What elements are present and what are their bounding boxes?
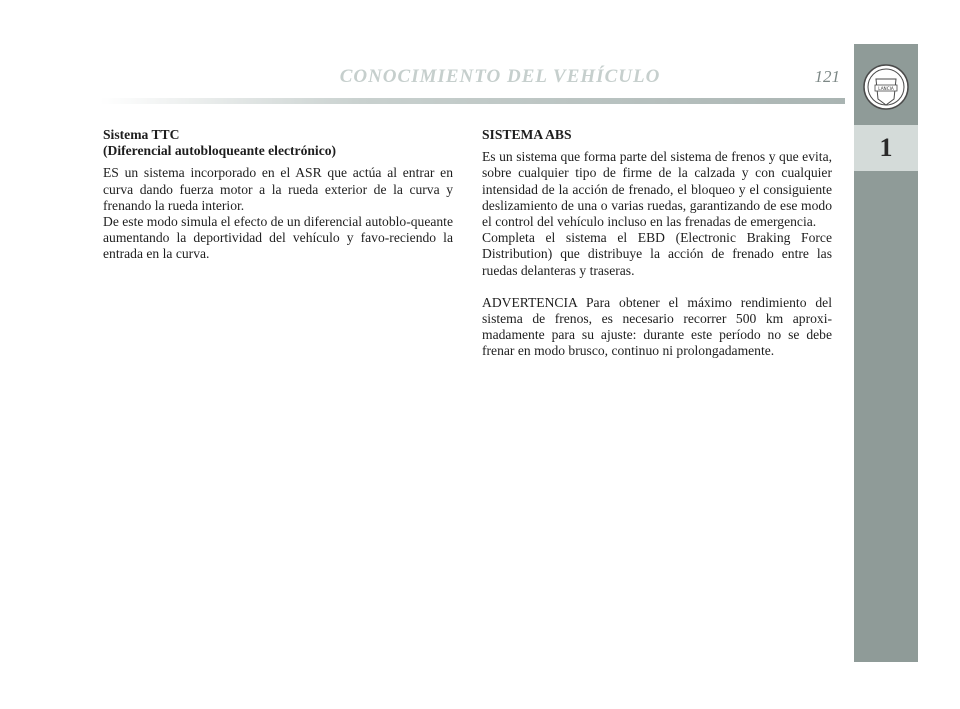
ttc-subheading: (Diferencial autobloqueante electrónico) [103, 143, 337, 159]
header-rule [100, 98, 845, 104]
section-title: CONOCIMIENTO DEL VEHÍCULO [339, 66, 661, 87]
ttc-heading: Sistema TTC [103, 127, 180, 142]
left-column [103, 127, 453, 263]
ttc-paragraph-1: ES un sistema incorporado en el ASR que actúa al entrar en curva dando fuerza motor a la rueda exterior de la curva y frenando la rueda interior. [103, 165, 453, 213]
ttc-paragraph-2: De este modo simula el efecto de un diferencial autoblo-queante aumentando la deportividad del vehículo y favo-reciendo la entrada en la curva. [103, 214, 453, 262]
svg-text:LANCIA: LANCIA [878, 86, 894, 91]
abs-heading: SISTEMA ABS [482, 127, 572, 142]
chapter-tab: 1 [854, 125, 918, 171]
abs-warning-paragraph: ADVERTENCIA Para obtener el máximo rendimiento del sistema de frenos, es necesario recorrer 500 km aproxi-madamente para su ajuste: durante este período no se debe frenar en modo brusco, continuo ni prolongadamente. [482, 294, 832, 359]
abs-paragraph-1: Es un sistema que forma parte del sistema de frenos y que evita, sobre cualquier tipo de firme de la calzada y con cualquier intensidad de la acción de frenado, el bloqueo y el consiguiente deslizamiento de una o varias ruedas, garantizando de ese modo el control del vehículo incluso en las frenadas de emergencia. [482, 149, 832, 230]
page-number: 121 [814, 67, 840, 86]
lancia-logo-icon [862, 59, 910, 115]
abs-paragraph-2: Completa el sistema el EBD (Electronic Braking Force Distribution) que distribuye la acción de frenado entre las ruedas delanteras y traseras. [482, 230, 832, 278]
right-column [482, 127, 832, 360]
